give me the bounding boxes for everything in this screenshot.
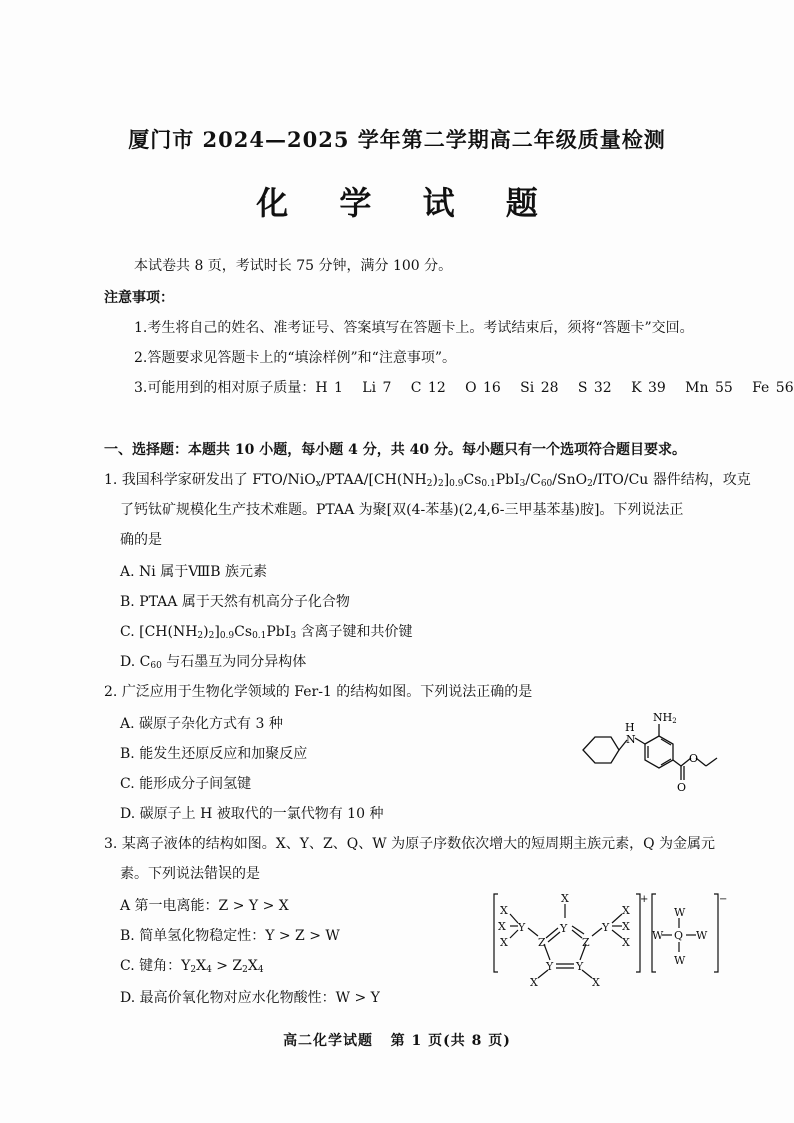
question-2-option-b: B. 能发生还原反应和加聚反应: [120, 746, 308, 762]
question-1-option-a: A. Ni 属于ⅧB 族元素: [120, 564, 267, 580]
question-3-stem-2: 素。下列说法• • 错误的是: [120, 864, 260, 884]
question-1-line-1: 1. 我国科学家研发出了 FTO/$NiO_x/PTAA/[CH(NH_2)_2]_{0.9}Cs_{0.1}PbI_3/C_{60}/SnO_2/ITO/Cu$ 器件结构，攻克: [104, 472, 751, 489]
question-1-option-c: C. $[CH(NH_2)_2]_{0.9}Cs_{0.1}PbI_3$ 含离子键和共价键: [120, 624, 413, 641]
svg-text:Z: Z: [582, 936, 590, 949]
question-3-option-b: B. 简单氢化物稳定性：Y > Z > W: [120, 928, 340, 944]
benzene-ring: [645, 736, 673, 768]
svg-text:Y: Y: [546, 960, 554, 973]
svg-text:W: W: [674, 906, 686, 919]
n-label: N: [626, 733, 636, 746]
section-heading: 一、选择题：本题共 10 小题，每小题 4 分，共 40 分。每小题只有一个选项符合题目要求。: [104, 442, 686, 458]
page-footer: 高二化学试题 第 1 页(共 8 页): [283, 1033, 511, 1049]
svg-text:Z: Z: [538, 936, 546, 949]
question-3-stem-1: 3. 某离子液体的结构如图。X、Y、Z、Q、W 为原子序数依次增大的短周期主族元素，Q 为金属元: [104, 836, 715, 852]
question-3-option-a: A 第一电离能：Z > Y > X: [120, 898, 289, 914]
question-2-option-d: D. 碳原子上 H 被取代的一氯代物有 10 种: [120, 806, 384, 822]
svg-text:−: −: [719, 894, 728, 905]
question-2-stem: 2. 广泛应用于生物化学领域的 Fer-1 的结构如图。下列说法正确的是: [104, 684, 533, 700]
cyclohexane-ring: [583, 737, 619, 763]
question-1-option-b: B. PTAA 属于天然有机高分子化合物: [120, 594, 350, 610]
svg-text:Y: Y: [576, 960, 584, 973]
subject-title: 化 学 试 题: [256, 184, 558, 222]
question-3-number: 3.: [104, 836, 118, 852]
svg-text:X: X: [530, 976, 538, 989]
nh2-label: NH2: [653, 711, 677, 725]
svg-text:Y: Y: [518, 921, 526, 934]
svg-text:W: W: [696, 929, 708, 942]
svg-text:X: X: [500, 904, 508, 917]
svg-text:X: X: [500, 936, 508, 949]
ionic-liquid-structure-figure: [488, 890, 728, 990]
question-1-line-3: 确的是: [120, 532, 162, 548]
svg-text:+: +: [640, 894, 649, 905]
note-item-3: 3.可能用到的相对原子质量：H 1 Li 7 C 12 O 16 Si 28 S 32 K 39 Mn 55 Fe 56: [134, 380, 794, 396]
svg-text:W: W: [652, 929, 664, 942]
question-1-option-d: D. $C_{60}$ 与石墨互为同分异构体: [120, 654, 307, 671]
carbonyl-o-label: O: [677, 781, 687, 794]
svg-text:X: X: [622, 936, 630, 949]
svg-text:X: X: [622, 904, 630, 917]
note-item-1: 1.考生将自己的姓名、准考证号、答案填写在答题卡上。考试结束后，须将“答题卡”交回。: [134, 320, 694, 336]
question-1-number: 1.: [104, 472, 118, 488]
question-2-number: 2.: [104, 684, 118, 700]
note-item-2: 2.答题要求见答题卡上的“填涂样例”和“注意事项”。: [134, 350, 456, 366]
question-3-option-c: C. 键角：$Y_2X_4 > Z_2X_4$: [120, 958, 264, 975]
notes-heading: 注意事项：: [104, 290, 174, 306]
ester-o-label: O: [689, 752, 699, 765]
exam-title: 厦门市 2024—2025 学年第二学期高二年级质量检测: [128, 127, 666, 152]
question-1-line-2: 了钙钛矿规模化生产技术难题。PTAA 为聚[双(4-苯基)(2,4,6-三甲基苯基)胺]。下列说法正: [120, 502, 684, 518]
svg-text:Y: Y: [560, 922, 568, 935]
emphasis-word: • • 错误: [204, 866, 232, 882]
svg-text:Y: Y: [602, 921, 610, 934]
question-2-option-a: A. 碳原子杂化方式有 3 种: [120, 716, 283, 732]
svg-text:X: X: [498, 920, 506, 933]
svg-text:X: X: [561, 892, 569, 905]
fer1-structure-figure: [575, 700, 725, 800]
question-2-option-c: C. 能形成分子间氢键: [120, 776, 252, 792]
intro-text: 本试卷共 8 页，考试时长 75 分钟，满分 100 分。: [134, 258, 453, 274]
h-label: H: [625, 721, 635, 734]
svg-text:W: W: [674, 954, 686, 967]
svg-text:X: X: [592, 976, 600, 989]
svg-text:X: X: [622, 920, 630, 933]
question-3-option-d: D. 最高价氧化物对应水化物酸性：W > Y: [120, 990, 380, 1006]
svg-text:Q: Q: [674, 929, 684, 942]
